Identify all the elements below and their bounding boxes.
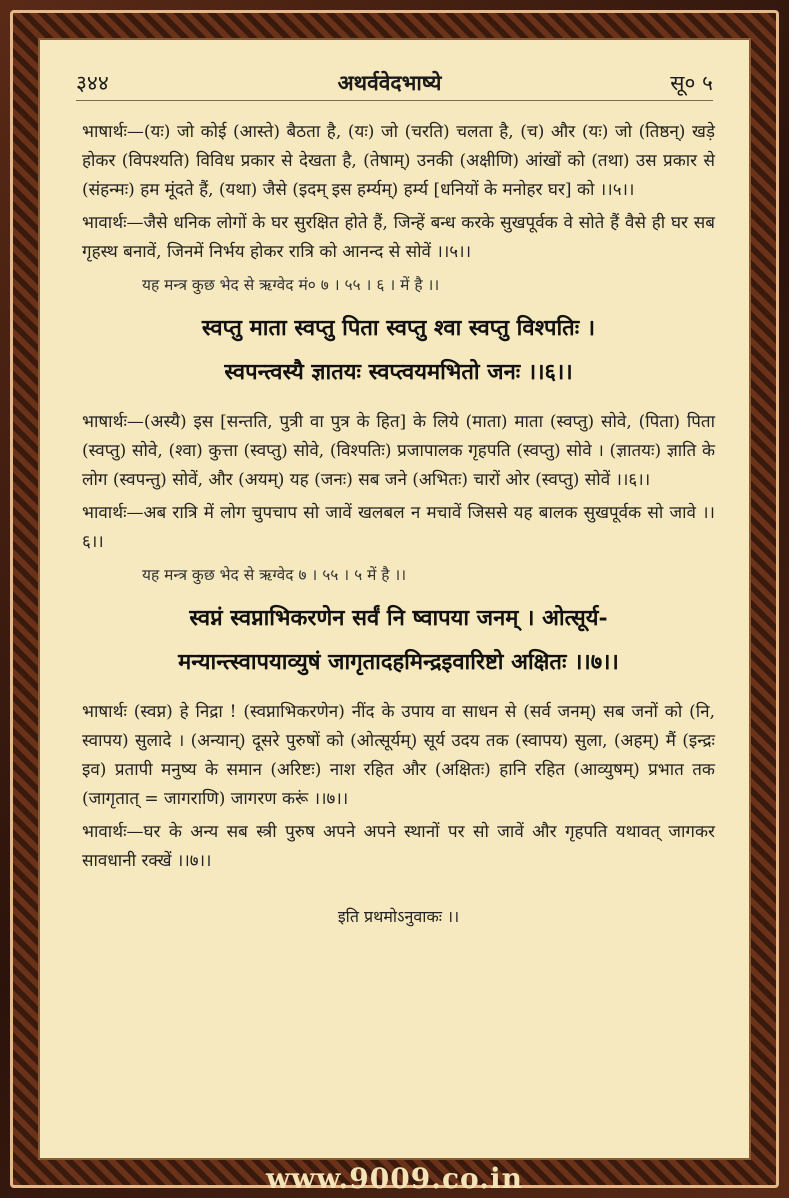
verse-line: मन्यान्त्स्वापयाव्युषं जागृतादहमिन्द्रइवारिष्टो अक्षितः ।।७।। xyxy=(178,649,619,675)
book-page xyxy=(38,38,751,1160)
translation-7: भाषार्थः (स्वप्न) हे निद्रा ! (स्वप्नाभिकरणेन) नींद के उपाय वा साधन से (सर्व जनम्) सब जनों को (नि, स्वापय) सुलादे । (अन्यान्) दूसरे पुरुषों को (ओत्सूर्यम्) सूर्य उदय तक (स्वापय) सुला, (अहम्) मैं (इन्द्रः इव) प्रतापी मनुष्य के समान (अरिष्टः) नाश रहित और (अक्षितः) हानि रहित (आव्युषम्) प्रभात तक (जागृतात् = जागराणि) जागरण करूं ।।७।। xyxy=(82,702,715,809)
verse-line: स्वपन्त्वस्यै ज्ञातयः स्वप्त्वयमभितो जनः ।।६।। xyxy=(224,359,573,385)
colophon: इति प्रथमोऽनुवाकः ।। xyxy=(337,907,460,926)
translation-5: भाषार्थः—(यः) जो कोई (आस्ते) बैठता है, (यः) जो (चरति) चलता है, (च) और (यः) जो (तिष्ठन्) खड़े होकर (विपश्यति) विविध प्रकार से देखता है, (तेषाम्) उनकी (अक्षीणि) आंखों को (तथा) उस प्रकार से (संहन्मः) हम मूंदते हैं, (यथा) जैसे (इदम् इस हर्म्यम्) हर्म्य [धनियों के मनोहर घर] को ।।५।। xyxy=(82,122,715,200)
reference-note-2: यह मन्त्र कुछ भेद से ऋग्वेद ७ । ५५ । ५ में है ।। xyxy=(142,566,407,584)
verse-7 xyxy=(82,596,715,684)
verse-line: स्वप्तु माता स्वप्तु पिता स्वप्तु श्वा स्वप्तु विश्पतिः । xyxy=(201,315,596,341)
sukta-number: सू० ५ xyxy=(670,71,713,95)
verse-line: स्वप्नं स्वप्नाभिकरणेन सर्वं नि ष्वापया जनम् । ओत्सूर्य- xyxy=(189,605,608,631)
reference-note-1: यह मन्त्र कुछ भेद से ऋग्वेद मं० ७ । ५५ । ६ । में है ।। xyxy=(142,276,440,294)
verse-6 xyxy=(82,306,715,394)
purport-5: भावार्थः—जैसे धनिक लोगों के घर सुरक्षित होते हैं, जिन्हें बन्ध करके सुखपूर्वक वे सोते हैं वैसे ही घर सब गृहस्थ बनावें, जिनमें निर्भय होकर रात्रि को आनन्द से सोवें ।।५।। xyxy=(82,213,715,262)
page-header xyxy=(76,66,713,101)
website-url[interactable]: www.9009.co.in xyxy=(266,1162,523,1195)
purport-6: भावार्थः—अब रात्रि में लोग चुपचाप सो जावें खलबल न मचावें जिससे यह बालक सुखपूर्वक सो जावे ।।६।। xyxy=(82,503,715,552)
page-number: ३४४ xyxy=(76,71,109,95)
purport-7: भावार्थः—घर के अन्य सब स्त्री पुरुष अपने अपने स्थानों पर सो जावें और गृहपति यथावत् जागकर सावधानी रक्खें ।।७।। xyxy=(82,822,715,871)
page-body xyxy=(82,118,715,931)
translation-6: भाषार्थः—(अस्यै) इस [सन्तति, पुत्री वा पुत्र के हित] के लिये (माता) माता (स्वप्तु) सोवे, (पिता) पिता (स्वप्तु) सोवे, (श्वा) कुत्ता (स्वप्तु) सोवे, (विश्पतिः) प्रजापालक गृहपति (स्वप्तु) सोवे । (ज्ञातयः) ज्ञाति के लोग (स्वपन्तु) सोवें, और (अयम्) यह (जनः) सब जने (अभितः) चारों ओर (स्वप्तु) सोवें ।।६।। xyxy=(82,412,715,490)
book-title: अथर्ववेदभाष्ये xyxy=(337,70,442,95)
